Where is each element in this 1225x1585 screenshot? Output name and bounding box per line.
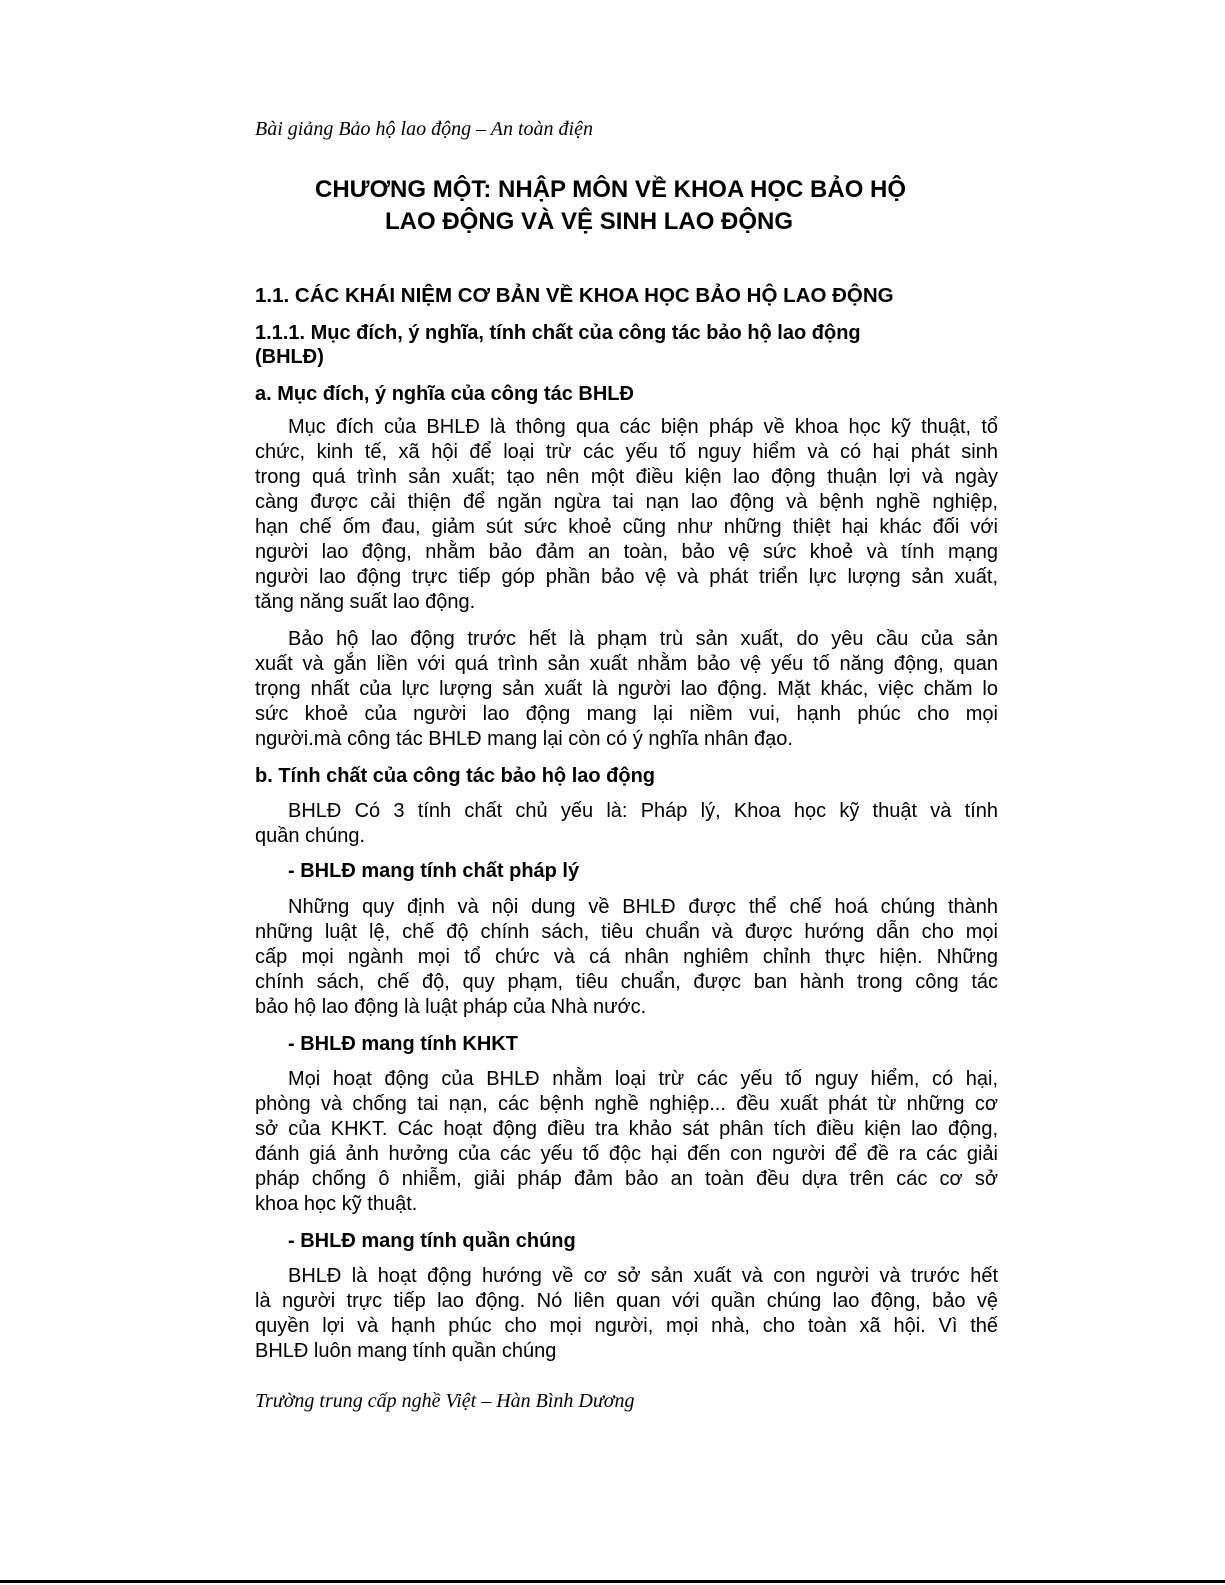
paragraph-line: Mục đích của BHLĐ là thông qua các biện pháp về khoa học kỹ thuật, tổ bbox=[288, 416, 998, 438]
running-footer: Trường trung cấp nghề Việt – Hàn Bình Dương bbox=[255, 1390, 635, 1412]
paragraph-line: trong quá trình sản xuất; tạo nên một điều kiện lao động thuận lợi và ngày bbox=[255, 466, 998, 488]
paragraph-line: pháp chống ô nhiễm, giải pháp đảm bảo an toàn đều dựa trên các cơ sở bbox=[255, 1168, 998, 1190]
paragraph-line: quyền lợi và hạnh phúc cho mọi người, mọi nhà, cho toàn xã hội. Vì thế bbox=[255, 1315, 998, 1337]
heading-b: b. Tính chất của công tác bảo hộ lao động bbox=[255, 765, 656, 787]
paragraph-line: người.mà công tác BHLĐ mang lại còn có ý nghĩa nhân đạo. bbox=[255, 728, 793, 750]
bullet-khkt: - BHLĐ mang tính KHKT bbox=[288, 1033, 518, 1055]
paragraph-line: Mọi hoạt động của BHLĐ nhằm loại trừ các yếu tố nguy hiểm, có hại, bbox=[288, 1068, 998, 1090]
paragraph-line: người lao động trực tiếp góp phần bảo vệ và phát triển lực lượng sản xuất, bbox=[255, 566, 998, 588]
paragraph-line: càng được cải thiện để ngăn ngừa tai nạn lao động và bệnh nghề nghiệp, bbox=[255, 491, 998, 513]
paragraph-line: BHLĐ luôn mang tính quần chúng bbox=[255, 1340, 557, 1362]
paragraph-line: xuất và gắn liền với quá trình sản xuất nhằm bảo vệ yếu tố năng động, quan bbox=[255, 653, 998, 675]
paragraph-line: chính sách, chế độ, quy phạm, tiêu chuẩn, được ban hành trong công tác bbox=[255, 971, 998, 993]
bullet-legal: - BHLĐ mang tính chất pháp lý bbox=[288, 860, 580, 882]
paragraph-line: hạn chế ốm đau, giảm sút sức khoẻ cũng như những thiệt hại khác đối với bbox=[255, 516, 998, 538]
subsection-heading-line-1: 1.1.1. Mục đích, ý nghĩa, tính chất của công tác bảo hộ lao động bbox=[255, 322, 861, 344]
paragraph-line: chức, kinh tế, xã hội để loại trừ các yếu tố nguy hiểm và có hại phát sinh bbox=[255, 441, 998, 463]
paragraph-line: trọng nhất của lực lượng sản xuất là người lao động. Mặt khác, việc chăm lo bbox=[255, 678, 998, 700]
paragraph-line: sức khoẻ của người lao động mang lại niềm vui, hạnh phúc cho mọi bbox=[255, 703, 998, 725]
paragraph-line: đánh giá ảnh hưởng của các yếu tố độc hại đến con người để đề ra các giải bbox=[255, 1143, 998, 1165]
paragraph-line: quần chúng. bbox=[255, 825, 366, 847]
page-bottom-rule bbox=[0, 1580, 1225, 1583]
paragraph-line: tăng năng suất lao động. bbox=[255, 591, 476, 613]
paragraph-khkt bbox=[255, 1067, 998, 1217]
paragraph-line: BHLĐ là hoạt động hướng về cơ sở sản xuất và con người và trước hết bbox=[288, 1265, 998, 1287]
bullet-mass: - BHLĐ mang tính quần chúng bbox=[288, 1230, 576, 1252]
paragraph-line: những luật lệ, chế độ chính sách, tiêu chuẩn và được hướng dẫn cho mọi bbox=[255, 921, 998, 943]
paragraph-line: sở của KHKT. Các hoạt động điều tra khảo sát phân tích điều kiện lao động, bbox=[255, 1118, 998, 1140]
paragraph-line: Bảo hộ lao động trước hết là phạm trù sản xuất, do yêu cầu của sản bbox=[288, 628, 998, 650]
paragraph-line: người lao động, nhằm bảo đảm an toàn, bảo vệ sức khoẻ và tính mạng bbox=[255, 541, 998, 563]
paragraph-properties bbox=[255, 799, 998, 849]
paragraph-line: khoa học kỹ thuật. bbox=[255, 1193, 418, 1215]
paragraph-legal bbox=[255, 895, 998, 1020]
paragraph-line: cấp mọi ngành mọi tổ chức và cá nhân nghiêm chỉnh thực hiện. Những bbox=[255, 946, 998, 968]
running-header: Bài giảng Bảo hộ lao động – An toàn điện bbox=[255, 118, 593, 140]
chapter-title-line-2: LAO ĐỘNG VÀ VỆ SINH LAO ĐỘNG bbox=[385, 208, 794, 235]
paragraph-line: phòng và chống tai nạn, các bệnh nghề nghiệp... đều xuất phát từ những cơ bbox=[255, 1093, 998, 1115]
paragraph-mass bbox=[255, 1264, 998, 1364]
subsection-heading-line-2: (BHLĐ) bbox=[255, 346, 324, 368]
paragraph-production bbox=[255, 627, 998, 752]
section-heading: 1.1. CÁC KHÁI NIỆM CƠ BẢN VỀ KHOA HỌC BẢO HỘ LAO ĐỘNG bbox=[255, 284, 894, 307]
chapter-title-line-1: CHƯƠNG MỘT: NHẬP MÔN VỀ KHOA HỌC BẢO HỘ bbox=[315, 176, 907, 203]
heading-a: a. Mục đích, ý nghĩa của công tác BHLĐ bbox=[255, 383, 634, 405]
paragraph-line: bảo hộ lao động là luật pháp của Nhà nước. bbox=[255, 996, 647, 1018]
paragraph-line: Những quy định và nội dung về BHLĐ được thể chế hoá chúng thành bbox=[288, 896, 998, 918]
paragraph-line: là người trực tiếp lao động. Nó liên quan với quần chúng lao động, bảo vệ bbox=[255, 1290, 998, 1312]
paragraph-purpose bbox=[255, 415, 998, 615]
paragraph-line: BHLĐ Có 3 tính chất chủ yếu là: Pháp lý, Khoa học kỹ thuật và tính bbox=[288, 800, 998, 822]
